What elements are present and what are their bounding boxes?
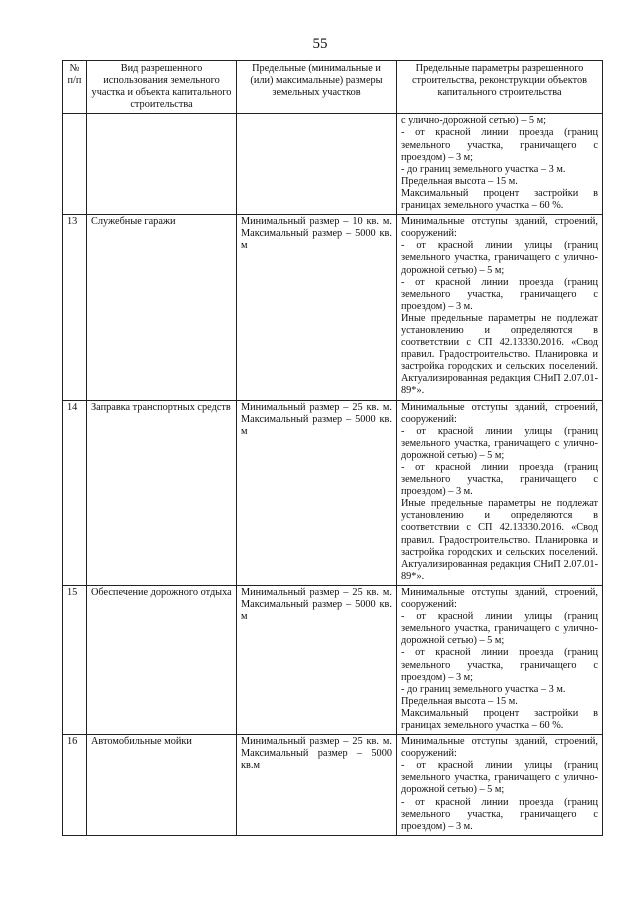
row-size	[237, 114, 397, 215]
header-size: Предельные (минимальные и (или) максимальные) размеры земельных участков	[237, 61, 397, 114]
row-size: Минимальный размер – 25 кв. м. Максимальный размер – 5000 кв. м	[237, 400, 397, 585]
param-line: - от красной линии улицы (границ земельного участка, граничащего с улично-дорожной сетью) – 5 м;	[401, 611, 598, 647]
row-size: Минимальный размер – 25 кв. м. Максимальный размер – 5000 кв. м	[237, 585, 397, 734]
param-line: - до границ земельного участка – 3 м.	[401, 683, 566, 695]
row-params	[397, 114, 603, 215]
param-line: - от красной линии проезда (границ земельного участка, граничащего с проездом) – 3 м.	[401, 462, 598, 498]
row-params	[397, 215, 603, 400]
header-use: Вид разрешенного использования земельного участка и объекта капитального строительства	[87, 61, 237, 114]
param-line: Минимальные отступы зданий, строений, сооружений:	[401, 216, 598, 240]
param-line: с улично-дорожной сетью) – 5 м;	[401, 115, 547, 127]
param-line: - от красной линии проезда (границ земельного участка, граничащего с проездом) – 3 м;	[401, 127, 598, 163]
param-line: Предельная высота – 15 м.	[401, 175, 518, 187]
row-use	[87, 114, 237, 215]
table-row	[63, 400, 603, 585]
row-use: Заправка транспортных средств	[87, 400, 237, 585]
header-num: № п/п	[63, 61, 87, 114]
param-line: Предельная высота – 15 м.	[401, 695, 518, 707]
param-line: Иные предельные параметры не подлежат установлению и определяются в соответствии с СП 42.13330.2016. «Свод правил. Градостроительство. Планировка и застройка городских и сельских поселений. Актуализированная редакция СНиП 2.07.01-89*».	[401, 312, 598, 397]
param-line: - от красной линии проезда (границ земельного участка, граничащего с проездом) – 3 м;	[401, 647, 598, 683]
row-num	[63, 114, 87, 215]
param-line: Минимальные отступы зданий, строений, сооружений:	[401, 736, 598, 760]
page-number: 55	[312, 36, 328, 52]
row-num: 16	[63, 735, 87, 836]
table-row	[63, 585, 603, 734]
table-header-row	[63, 61, 603, 114]
param-line: Максимальный процент застройки в границах земельного участка – 60 %.	[401, 707, 598, 731]
param-line: - от красной линии улицы (границ земельного участка, граничащего с улично-дорожной сетью) – 5 м;	[401, 760, 598, 796]
regulations-table	[62, 60, 603, 836]
row-params	[397, 585, 603, 734]
table-row	[63, 114, 603, 215]
row-use: Обеспечение дорожного отдыха	[87, 585, 237, 734]
row-use: Служебные гаражи	[87, 215, 237, 400]
param-line: Иные предельные параметры не подлежат установлению и определяются в соответствии с СП 42.13330.2016. «Свод правил. Градостроительство. Планировка и застройка городских и сельских поселений. Актуализированная редакция СНиП 2.07.01-89*».	[401, 498, 598, 582]
row-params	[397, 400, 603, 585]
param-line: - от красной линии проезда (границ земельного участка, граничащего с проездом) – 3 м.	[401, 276, 598, 312]
row-use: Автомобильные мойки	[87, 735, 237, 836]
row-num: 15	[63, 585, 87, 734]
row-num: 14	[63, 400, 87, 585]
table-row	[63, 215, 603, 400]
param-line: - до границ земельного участка – 3 м.	[401, 163, 566, 175]
param-line: - от красной линии улицы (границ земельного участка, граничащего с улично-дорожной сетью) – 5 м;	[401, 240, 598, 276]
param-line: Минимальные отступы зданий, строений, сооружений:	[401, 401, 598, 425]
table-row	[63, 735, 603, 836]
row-size: Минимальный размер – 10 кв. м. Максимальный размер – 5000 кв. м	[237, 215, 397, 400]
row-params	[397, 735, 603, 836]
param-line: - от красной линии улицы (границ земельного участка, граничащего с улично-дорожной сетью) – 5 м;	[401, 425, 598, 461]
param-line: Минимальные отступы зданий, строений, сооружений:	[401, 586, 598, 611]
row-num: 13	[63, 215, 87, 400]
header-params: Предельные параметры разрешенного строительства, реконструкции объектов капитального строительства	[397, 61, 603, 114]
row-size: Минимальный размер – 25 кв. м. Максимальный размер – 5000 кв.м	[237, 735, 397, 836]
param-line: Максимальный процент застройки в границах земельного участка – 60 %.	[401, 187, 598, 212]
param-line: - от красной линии проезда (границ земельного участка, граничащего с проездом) – 3 м.	[401, 796, 598, 832]
